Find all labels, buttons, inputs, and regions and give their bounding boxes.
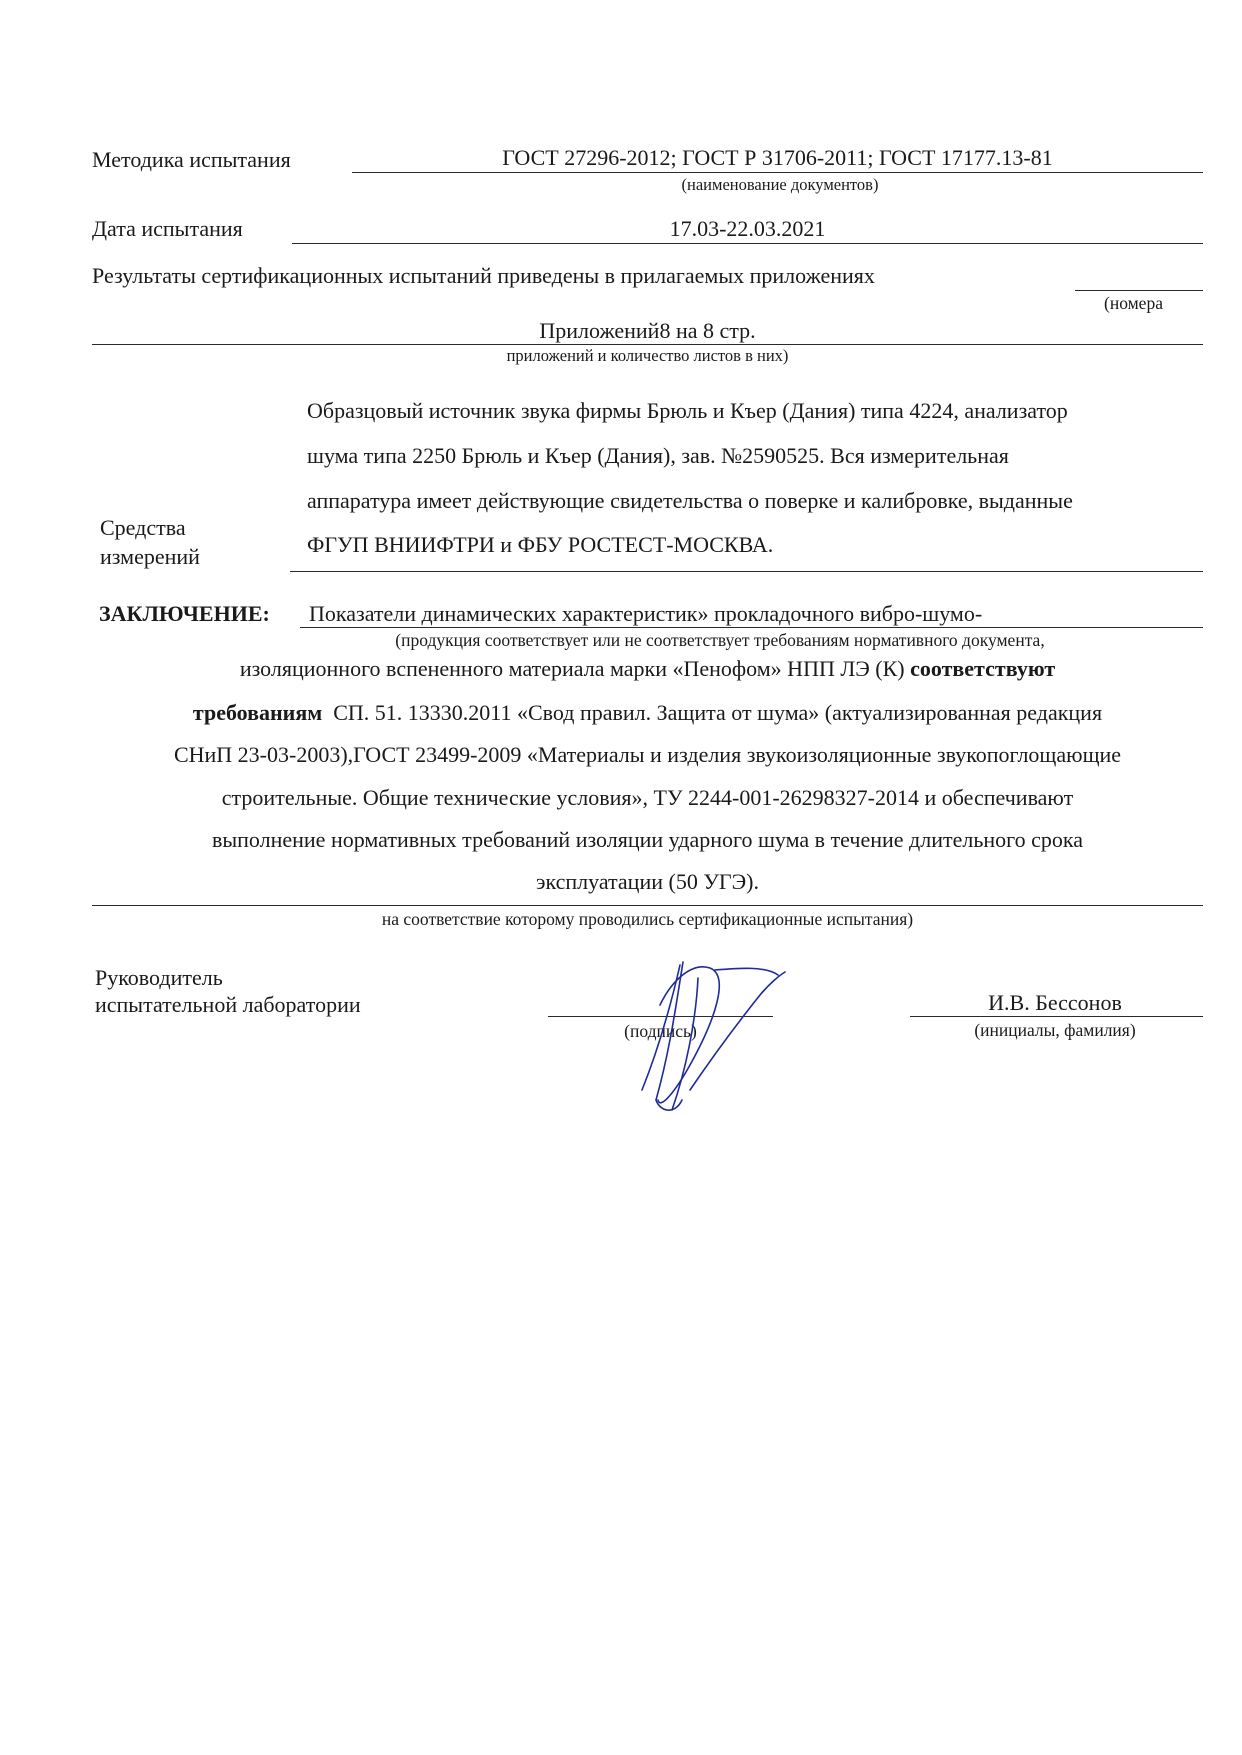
conclusion-line-7: эксплуатации (50 УГЭ). — [536, 869, 759, 894]
conclusion-line-3-bold: требованиям — [192, 700, 323, 725]
conclusion-underline-2 — [92, 905, 1203, 906]
test-date-value: 17.03-22.03.2021 — [669, 216, 826, 241]
conclusion-caption-top: (продукция соответствует или не соответствует требованиям нормативного документа, — [395, 630, 1045, 650]
conclusion-line-2 — [92, 656, 1203, 682]
results-short-underline — [1075, 290, 1203, 291]
results-caption: приложений и количество листов в них) — [506, 346, 789, 365]
conclusion-label: ЗАКЛЮЧЕНИЕ: — [99, 601, 270, 626]
instruments-line-3: аппаратура имеет действующие свидетельства о поверке и калибровке, выданные — [307, 488, 1073, 513]
instruments-line-1: Образцовый источник звука фирмы Брюль и Къер (Дания) типа 4224, анализатор — [307, 398, 1068, 423]
method-label: Методика испытания — [92, 147, 291, 172]
conclusion-caption-bottom: на соответствие которому проводились сертификационные испытания) — [381, 909, 914, 929]
test-date-underline — [292, 243, 1203, 244]
method-caption: (наименование документов) — [681, 175, 879, 194]
instruments-line-4: ФГУП ВНИИФТРИ и ФБУ РОСТЕСТ-МОСКВА. — [307, 532, 774, 557]
name-underline — [910, 1016, 1203, 1017]
test-date-label: Дата испытания — [92, 216, 243, 241]
results-text: Результаты сертификационных испытаний приведены в прилагаемых приложениях — [92, 263, 875, 288]
signature-caption: (подпись) — [624, 1021, 697, 1041]
conclusion-line-1: Показатели динамических характеристик» прокладочного вибро-шумо- — [309, 601, 983, 626]
results-underline — [92, 344, 1203, 345]
conclusion-line-2-normal: изоляционного вспененного материала марки «Пенофом» НПП ЛЭ (К) — [239, 656, 911, 681]
signature-role-1: Руководитель — [95, 965, 223, 990]
signature-name: И.В. Бессонов — [988, 990, 1122, 1015]
conclusion-line-6: выполнение нормативных требований изоляции ударного шума в течение длительного срока — [211, 827, 1084, 852]
conclusion-line-3-normal: СП. 51. 13330.2011 «Свод правил. Защита от шума» (актуализированная редакция — [322, 700, 1103, 725]
instruments-label-1: Средства — [100, 515, 186, 540]
conclusion-line-3 — [92, 700, 1203, 726]
conclusion-line-5: строительные. Общие технические условия», ТУ 2244-001-26298327-2014 и обеспечивают — [221, 785, 1074, 810]
method-value: ГОСТ 27296-2012; ГОСТ Р 31706-2011; ГОСТ 17177.13-81 — [502, 145, 1053, 170]
results-value: Приложений8 на 8 стр. — [539, 318, 756, 343]
method-underline — [352, 172, 1203, 173]
instruments-line-2: шума типа 2250 Брюль и Къер (Дания), зав. №2590525. Вся измерительная — [307, 443, 1009, 468]
signature-role-2: испытательной лаборатории — [95, 992, 361, 1017]
conclusion-line-2-bold: соответствуют — [910, 656, 1056, 681]
instruments-underline — [290, 571, 1203, 572]
conclusion-underline-1 — [300, 627, 1203, 628]
name-caption: (инициалы, фамилия) — [974, 1020, 1136, 1040]
conclusion-line-4: СНиП 23-03-2003),ГОСТ 23499-2009 «Материалы и изделия звукоизоляционные звукопоглощающие — [173, 742, 1122, 767]
instruments-label-2: измерений — [100, 544, 200, 569]
handwritten-signature-icon — [620, 950, 790, 1120]
results-caption-right: (номера — [1104, 293, 1163, 313]
